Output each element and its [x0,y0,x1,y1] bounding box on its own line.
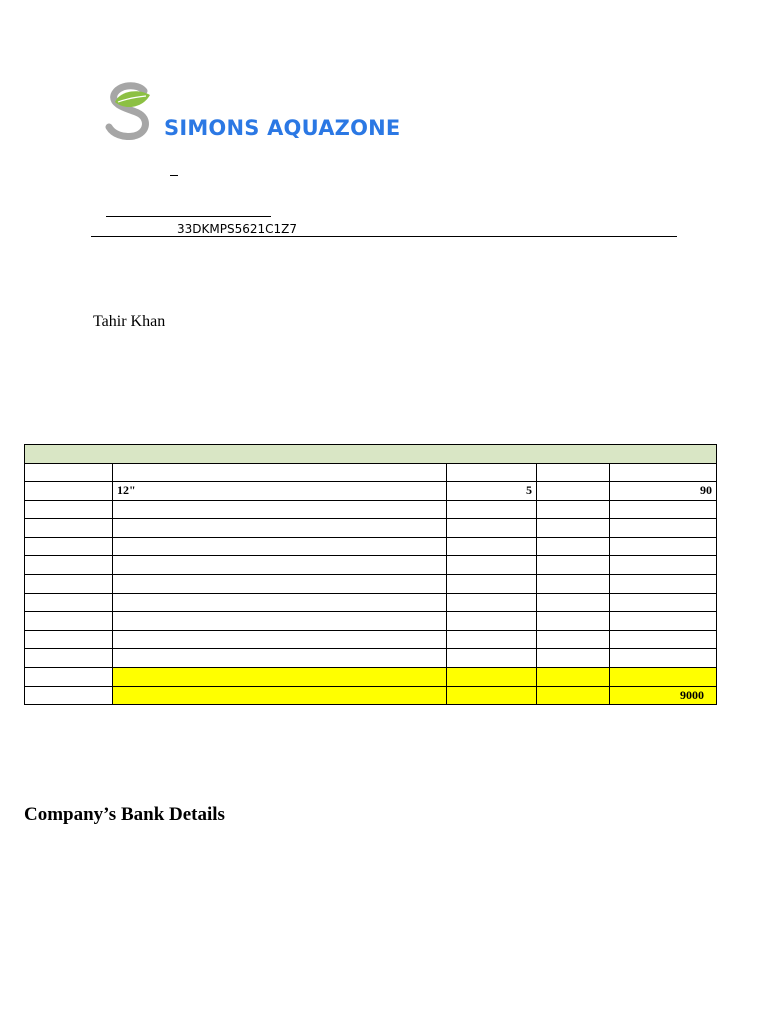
item-quantity: 5 [447,482,537,501]
table-cell [113,612,447,631]
table-cell [113,537,447,556]
table-row [25,556,717,575]
table-cell [447,556,537,575]
table-cell [610,464,717,482]
table-cell [610,649,717,668]
table-cell [113,556,447,575]
table-cell [447,537,537,556]
table-cell [610,537,717,556]
table-cell [537,630,610,649]
table-row [25,630,717,649]
table-cell [537,482,610,501]
table-cell [537,519,610,538]
table-cell [447,686,537,705]
table-cell [537,649,610,668]
table-cell [537,612,610,631]
table-cell [610,519,717,538]
table-cell [113,574,447,593]
table-cell [447,667,537,686]
table-cell [25,686,113,705]
table-cell [610,574,717,593]
table-cell [25,630,113,649]
table-cell [537,667,610,686]
table-cell [447,574,537,593]
gstin-number: 33DKMPS5621C1Z7 [177,222,297,236]
table-row [25,464,717,482]
table-cell [25,593,113,612]
table-cell [447,500,537,519]
item-amount: 90 [610,482,717,501]
table-cell [25,482,113,501]
company-logo-icon [104,82,156,140]
table-cell [25,519,113,538]
bank-details-heading: Company’s Bank Details [24,804,225,825]
table-row [25,537,717,556]
divider [106,216,271,217]
table-cell [537,464,610,482]
table-cell [610,593,717,612]
table-row [25,519,717,538]
table-cell [25,537,113,556]
table-cell [113,464,447,482]
customer-name: Tahir Khan [93,313,166,330]
table-cell [113,500,447,519]
table-cell [447,593,537,612]
table-row [25,612,717,631]
table-cell [25,464,113,482]
table-cell [537,574,610,593]
table-cell [25,649,113,668]
table-cell [537,593,610,612]
table-cell [25,556,113,575]
table-cell [25,574,113,593]
table-row [25,574,717,593]
table-cell [610,556,717,575]
table-row [25,649,717,668]
table-cell [610,612,717,631]
table-row [25,482,717,501]
table-cell [113,630,447,649]
divider [170,175,178,176]
table-cell [113,519,447,538]
item-description: 12" [113,482,447,501]
table-cell [447,464,537,482]
table-cell [447,630,537,649]
table-cell [537,537,610,556]
table-cell [447,519,537,538]
table-cell [447,612,537,631]
table-cell [537,500,610,519]
table-cell [610,500,717,519]
table-cell [25,612,113,631]
company-name: SIMONS AQUAZONE [164,116,401,140]
table-header-row [25,445,717,464]
table-cell [113,667,447,686]
table-cell [113,686,447,705]
total-amount: 9000 [610,686,717,705]
table-cell [113,649,447,668]
subtotal-row [25,667,717,686]
table-cell [25,500,113,519]
table-row [25,500,717,519]
items-table [24,444,717,705]
table-cell [537,686,610,705]
table-cell [113,593,447,612]
table-cell [537,556,610,575]
table-row [25,593,717,612]
table-cell [610,667,717,686]
divider [91,236,677,237]
table-cell [25,667,113,686]
table-cell [447,649,537,668]
table-header-cell [25,445,717,464]
table-cell [610,630,717,649]
total-row [25,686,717,705]
